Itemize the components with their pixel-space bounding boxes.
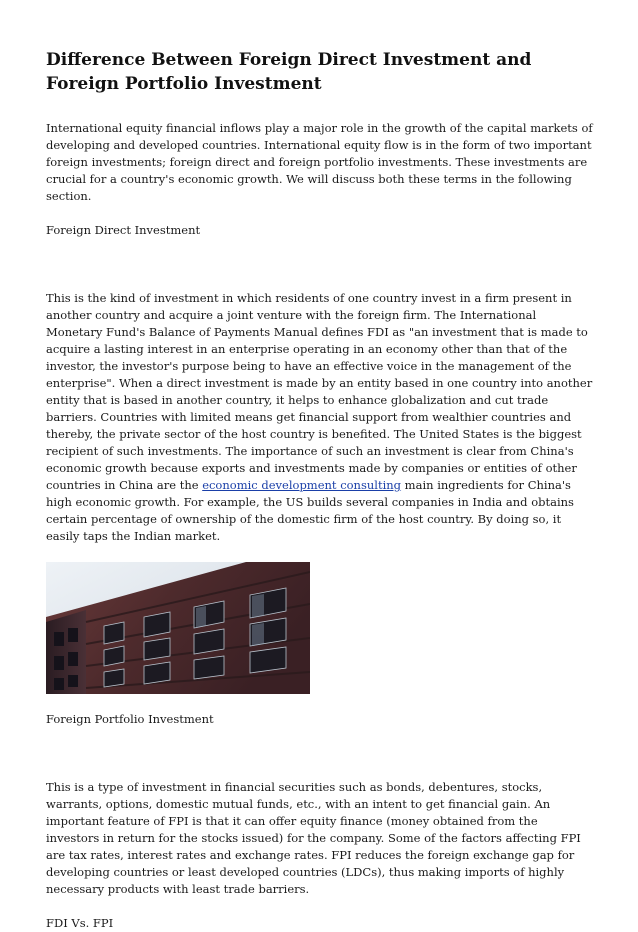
- building-photo: [46, 562, 310, 694]
- fdi-paragraph: [46, 290, 594, 545]
- document-page: [46, 48, 594, 932]
- fdi-heading: Foreign Direct Investment: [46, 223, 201, 237]
- fpi-heading: Foreign Portfolio Investment: [46, 712, 214, 726]
- fdi-text-before-link: This is the kind of investment in which residents of one country invest in a firm present in another country and acquire a joint venture with the foreign firm. The International Monetary Fund's Balance of Payments Manual defines FDI as "an investment that is made to acquire a lasting interest in an enterprise operating in an economy other than that of the investor, the investor's purpose being to have an effective voice in the management of the enterprise". When a direct investment is made by an entity based in one country into another entity that is based in another country, it helps to enhance globalization and cut trade barriers. Countries with limited means get financial support from wealthier countries and thereby, the private sector of the host country is benefited. The United States is the biggest recipient of such investments. The importance of such an investment is clear from China's economic growth because exports and investments made by companies or entities of other countries in China are the: [46, 291, 593, 492]
- fdi-vs-fpi-heading: FDI Vs. FPI: [46, 916, 114, 930]
- intro-paragraph: International equity financial inflows play a major role in the growth of the capital markets of developing and developed countries. International equity flow is in the form of two important foreign investments; foreign direct and foreign portfolio investments. These investments are crucial for a country's economic growth. We will discuss both these terms in the following section.: [46, 121, 593, 203]
- building-facade-image: [46, 562, 310, 694]
- fpi-paragraph: This is a type of investment in financial securities such as bonds, debentures, stocks, warrants, options, domestic mutual funds, etc., with an intent to get financial gain. An important feature of FPI is that it can offer equity finance (money obtained from the investors in return for the stocks issued) for the company. Some of the factors affecting FPI are tax rates, interest rates and exchange rates. FPI reduces the foreign exchange gap for developing countries or least developed countries (LDCs), thus making imports of highly necessary products with least trade barriers.: [46, 780, 581, 896]
- economic-development-consulting-link[interactable]: economic development consulting: [202, 478, 402, 492]
- article-title: Difference Between Foreign Direct Investment and Foreign Portfolio Investment: [46, 50, 532, 94]
- fdi-text-after-link: main ingredients for China's high economic growth. For example, the US builds several companies in India and obtains certain percentage of ownership of the domestic firm of the host country. By doing so, it easily taps the Indian market.: [46, 478, 574, 543]
